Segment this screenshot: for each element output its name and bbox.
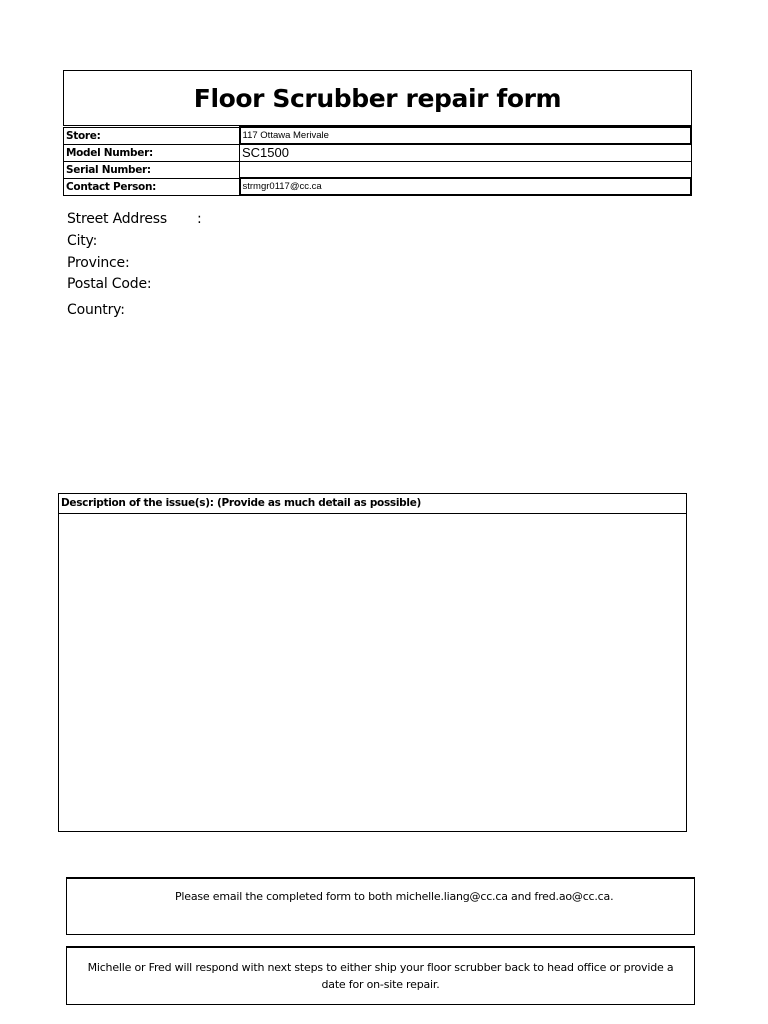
street-address-line: [67, 211, 201, 227]
email-instructions: Please email the completed form to both michelle.liang@cc.ca and fred.ao@cc.ca.: [66, 877, 695, 935]
province-label: Province:: [67, 255, 130, 271]
store-label: Store:: [64, 127, 240, 144]
response-note: Michelle or Fred will respond with next steps to either ship your floor scrubber back to head office or provide a date for on-site repair.: [66, 946, 695, 1005]
store-row: [64, 127, 692, 144]
store-field[interactable]: 117 Ottawa Merivale: [240, 127, 692, 144]
form-header: [63, 70, 692, 126]
country-label: Country:: [67, 302, 125, 318]
postal-code-label: Postal Code:: [67, 276, 152, 292]
serial-number-label: Serial Number:: [64, 161, 240, 178]
contact-person-label: Contact Person:: [64, 178, 240, 195]
serial-number-field[interactable]: [240, 161, 692, 178]
contact-person-row: [64, 178, 692, 195]
description-field[interactable]: [59, 514, 686, 831]
form-title: Floor Scrubber repair form: [193, 83, 562, 113]
info-table: [63, 126, 692, 196]
description-label: Description of the issue(s): (Provide as much detail as possible): [59, 494, 686, 514]
street-address-label: Street Address: [67, 211, 167, 227]
contact-person-field[interactable]: strmgr0117@cc.ca: [240, 178, 692, 195]
city-label: City:: [67, 233, 98, 249]
serial-number-row: [64, 161, 692, 178]
model-number-row: [64, 144, 692, 161]
model-number-field[interactable]: SC1500: [240, 144, 692, 161]
model-number-label: Model Number:: [64, 144, 240, 161]
description-box: [58, 493, 687, 832]
street-address-colon: :: [196, 211, 202, 227]
